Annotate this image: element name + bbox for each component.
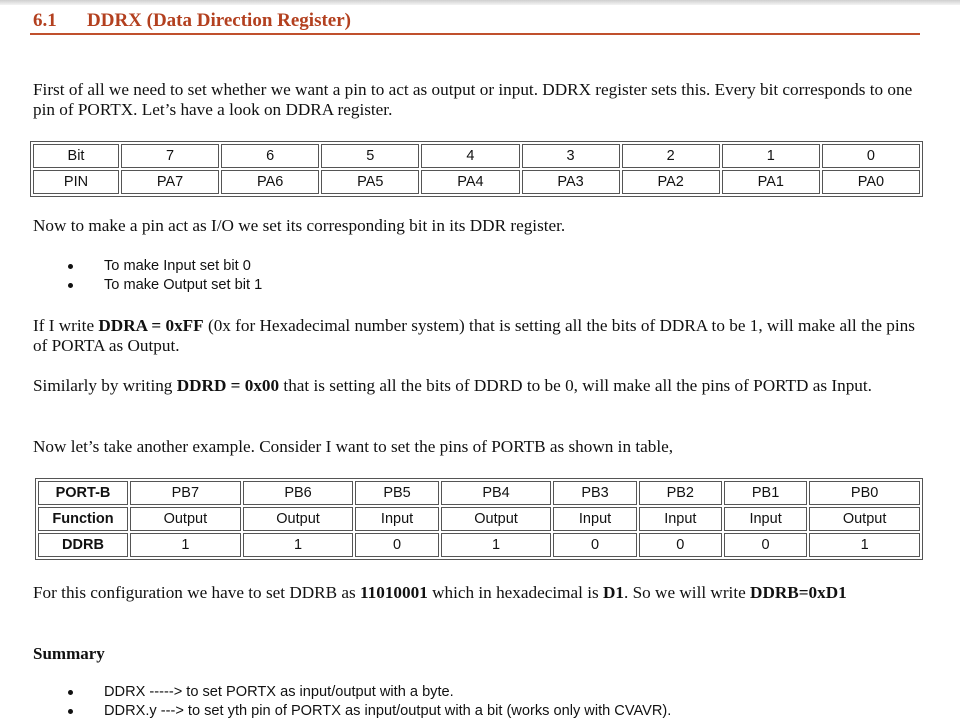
table-cell: PB1 [724,481,807,505]
table-cell: 0 [724,533,807,557]
table-cell: PORT-B [38,481,128,505]
table-cell: Input [639,507,722,531]
table-cell: 1 [441,533,552,557]
binary-value: 11010001 [360,583,428,602]
table-cell: Output [130,507,241,531]
table-cell: 2 [622,144,720,168]
list-item-text: To make Input set bit 0 [104,258,251,274]
text-run: which in hexadecimal is [427,583,603,602]
section-title: DDRX (Data Direction Register) [87,10,351,31]
bit-rules-list [68,257,262,295]
table-cell: PB4 [441,481,552,505]
table-cell: PA2 [622,170,720,194]
bullet-icon [68,709,73,714]
table-cell: 0 [822,144,920,168]
table-cell: PA3 [522,170,620,194]
table-cell: 5 [321,144,419,168]
table-row [38,507,920,531]
table-cell: PA0 [822,170,920,194]
list-item [68,276,262,295]
table-cell: PB0 [809,481,920,505]
table-cell: PB3 [553,481,636,505]
list-item-text: DDRX -----> to set PORTX as input/output with a byte. [104,684,454,700]
table-row [38,533,920,557]
table-cell: Function [38,507,128,531]
list-item-text: DDRX.y ---> to set yth pin of PORTX as input/output with a bit (works only with CVAVR). [104,703,672,719]
table-cell: PIN [33,170,119,194]
io-paragraph: Now to make a pin act as I/O we set its corresponding bit in its DDR register. [33,216,566,235]
text-run: that is setting all the bits of DDRD to be 0, will make all the pins of PORTD as Input. [279,376,872,395]
text-run: (0x for Hexadecimal number system) that is setting all the bits of DDRA to be 1, will make all the pins of PORTA as Output. [33,316,915,355]
bullet-icon [68,264,73,269]
ddra-paragraph [33,316,923,356]
table-cell: 1 [809,533,920,557]
table-cell: PA7 [121,170,219,194]
table-cell: DDRB [38,533,128,557]
table-row [33,170,920,194]
table-cell: 0 [553,533,636,557]
list-item [68,683,671,702]
list-item-text: To make Output set bit 1 [104,277,263,293]
text-run: For this configuration we have to set DDRB as [33,583,360,602]
table-cell: 1 [722,144,820,168]
ddrb-paragraph [33,583,923,603]
code-text: DDRA = 0xFF [98,316,204,335]
text-run: . So we will write [624,583,751,602]
table-cell: Input [724,507,807,531]
table-cell: Bit [33,144,119,168]
table-cell: Input [553,507,636,531]
list-item [68,702,671,721]
table-cell: Output [809,507,920,531]
table-cell: 1 [243,533,354,557]
list-item [68,257,262,276]
summary-list [68,683,671,721]
table-cell: PB6 [243,481,354,505]
portb-table [35,478,923,560]
section-heading [33,10,351,32]
table-cell: 0 [355,533,438,557]
bullet-icon [68,690,73,695]
table-cell: 4 [421,144,519,168]
table-cell: 1 [130,533,241,557]
table-cell: Output [243,507,354,531]
section-number: 6.1 [33,10,57,31]
table-cell: PB2 [639,481,722,505]
table-cell: PB5 [355,481,438,505]
table-cell: Output [441,507,552,531]
table-cell: PA4 [421,170,519,194]
table-cell: PB7 [130,481,241,505]
bullet-icon [68,283,73,288]
ddra-table [30,141,923,197]
table-row [33,144,920,168]
text-run: If I write [33,316,99,335]
table-cell: 7 [121,144,219,168]
hex-value: D1 [602,583,624,602]
ddrd-paragraph [33,376,923,396]
summary-heading: Summary [33,644,105,663]
example-paragraph: Now let’s take another example. Consider I want to set the pins of PORTB as shown in table, [33,437,674,456]
code-text: DDRB=0xD1 [750,583,847,602]
table-cell: PA6 [221,170,319,194]
intro-paragraph: First of all we need to set whether we want a pin to act as output or input. DDRX register sets this. Every bit corresponds to one pin of PORTX. Let’s have a look on DDRA register. [33,80,913,119]
table-cell: 0 [639,533,722,557]
table-cell: 3 [522,144,620,168]
table-cell: 6 [221,144,319,168]
table-cell: Input [355,507,438,531]
table-row [38,481,920,505]
table-cell: PA5 [321,170,419,194]
heading-underline [30,33,920,35]
text-run: Similarly by writing [33,376,177,395]
table-cell: PA1 [722,170,820,194]
code-text: DDRD = 0x00 [176,376,280,395]
